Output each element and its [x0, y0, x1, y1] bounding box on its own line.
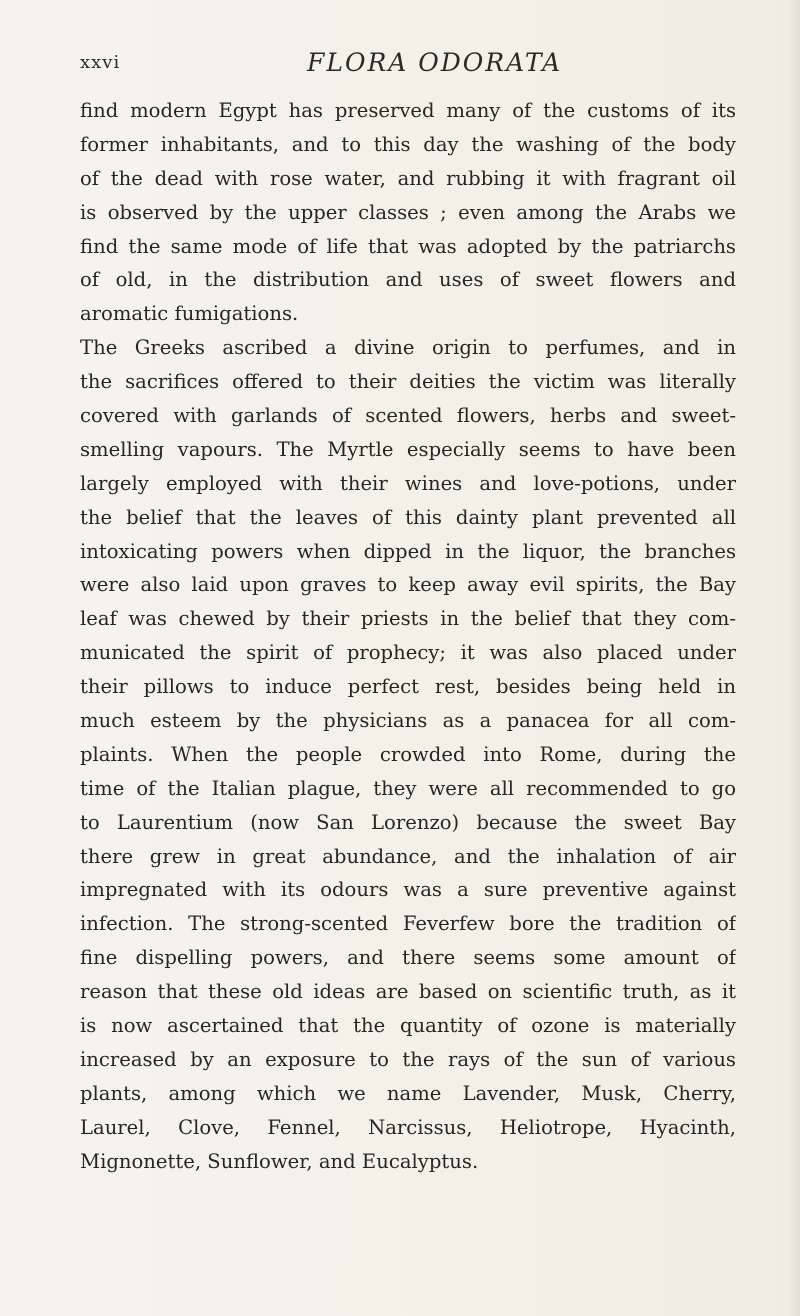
text-line: find modern Egypt has preserved many of the customs of its [80, 99, 736, 122]
text-line: fine dispelling powers, and there seems some amount of [80, 946, 736, 970]
body-text [80, 94, 736, 1179]
running-title: FLORA ODORATA [307, 48, 563, 77]
text-line: to Laurentium (now San Lorenzo) because the sweet Bay [80, 810, 736, 834]
text-line: there grew in great abundance, and the inhalation of air [80, 844, 736, 868]
page-header [80, 48, 730, 88]
text-line: Laurel, Clove, Fennel, Narcissus, Heliotrope, Hyacinth, [80, 1115, 736, 1139]
text-line: largely employed with their wines and love-potions, under [80, 471, 736, 495]
text-line: infection. The strong-scented Feverfew bore the tradition of [80, 912, 736, 936]
text-line: The Greeks ascribed a divine origin to perfumes, and in [80, 336, 736, 360]
text-line: municated the spirit of prophecy; it was also placed under [80, 641, 736, 665]
text-line: is now ascertained that the quantity of ozone is materially [80, 1014, 736, 1038]
text-line: intoxicating powers when dipped in the liquor, the branches [80, 539, 736, 563]
page-number: xxvi [80, 52, 121, 73]
text-line: of old, in the distribution and uses of sweet flowers and [80, 268, 736, 292]
text-line: their pillows to induce perfect rest, besides being held in [80, 675, 736, 699]
text-line: much esteem by the physicians as a panacea for all com- [80, 709, 736, 733]
page-edge-shadow [788, 0, 800, 1316]
text-line: is observed by the upper classes ; even among the Arabs we [80, 200, 736, 224]
text-line: reason that these old ideas are based on scientific truth, as it [80, 980, 736, 1004]
text-line: increased by an exposure to the rays of the sun of various [80, 1047, 736, 1071]
text-line: former inhabitants, and to this day the washing of the body [80, 132, 736, 156]
text-line: the belief that the leaves of this dainty plant prevented all [80, 505, 736, 529]
text-line: the sacrifices offered to their deities the victim was literally [80, 370, 736, 394]
text-line: plaints. When the people crowded into Rome, during the [80, 742, 736, 766]
text-line: covered with garlands of scented flowers, herbs and sweet- [80, 404, 736, 428]
text-line: plants, among which we name Lavender, Musk, Cherry, [80, 1081, 736, 1105]
text-line: aromatic fumigations. [80, 302, 299, 326]
text-line: find the same mode of life that was adopted by the patriarchs [80, 234, 736, 258]
text-line: of the dead with rose water, and rubbing it with fragrant oil [80, 166, 736, 190]
text-line: time of the Italian plague, they were all recommended to go [80, 776, 736, 800]
text-line: Mignonette, Sunflower, and Eucalyptus. [80, 1149, 479, 1173]
text-line: smelling vapours. The Myrtle especially seems to have been [80, 437, 736, 461]
text-line: impregnated with its odours was a sure preventive against [80, 878, 736, 902]
text-line: leaf was chewed by their priests in the belief that they com- [80, 607, 736, 631]
text-line: were also laid upon graves to keep away evil spirits, the Bay [80, 573, 736, 597]
